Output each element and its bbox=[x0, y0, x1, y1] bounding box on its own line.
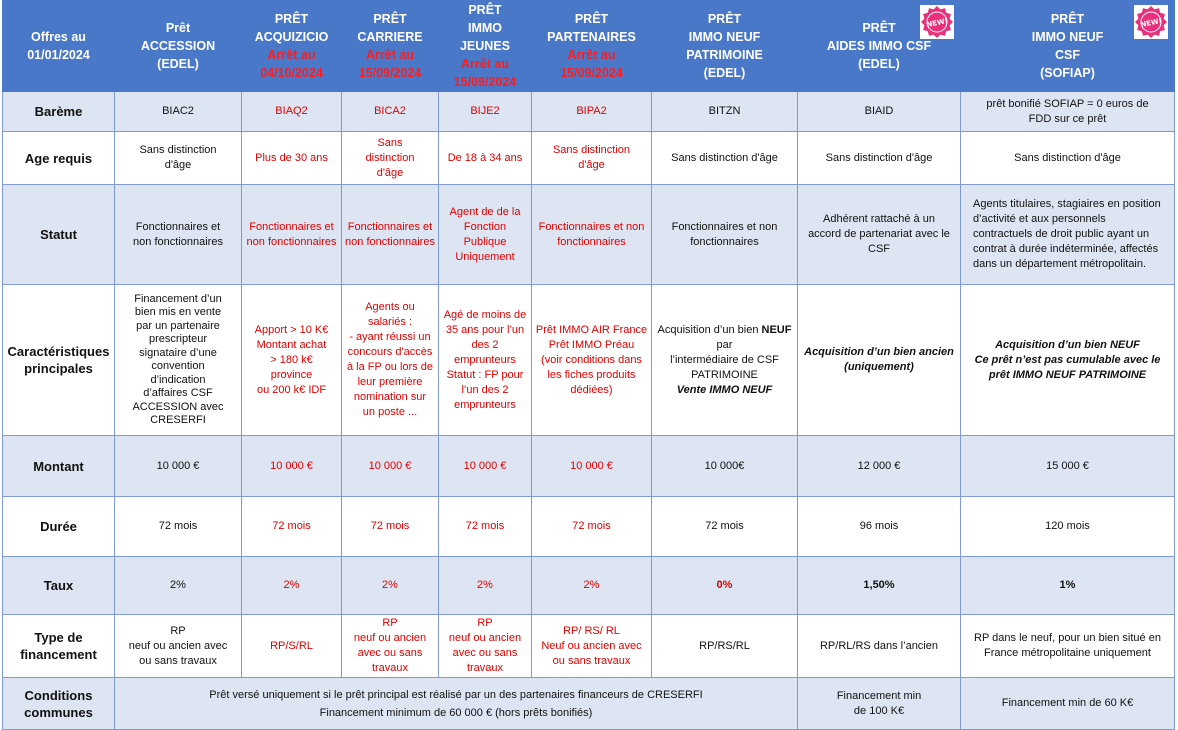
header-line: CSF bbox=[1055, 48, 1080, 62]
cell-line: Financement min bbox=[836, 689, 922, 702]
cell: Sans distinction d'âge bbox=[652, 132, 798, 185]
cell-line: RP bbox=[382, 617, 398, 629]
row-taux bbox=[3, 557, 1175, 615]
stop-date-line: 04/10/2024 bbox=[260, 66, 323, 80]
cell-line: - ayant réussi un bbox=[349, 331, 431, 343]
row-label: Conditions communes bbox=[3, 678, 115, 730]
common-conditions-cell: Prêt versé uniquement si le prêt principal est réalisé par un des partenaires financeurs de CRESERFI Financement minimum de 60 000 € (hors prêts bonifiés) bbox=[115, 678, 798, 730]
header-line: IMMO NEUF bbox=[688, 30, 761, 44]
col-header-acquizicio bbox=[242, 1, 342, 92]
row-statut bbox=[3, 185, 1175, 285]
cell: 1% bbox=[961, 557, 1175, 615]
cell-line: province bbox=[270, 368, 313, 381]
cell: 2% bbox=[115, 557, 242, 615]
header-line: (EDEL) bbox=[157, 57, 199, 71]
cell: 72 mois bbox=[532, 497, 652, 557]
cell: Fonctionnaires et non fonctionnaires bbox=[115, 185, 242, 285]
cell: 0% bbox=[652, 557, 798, 615]
row-bareme bbox=[3, 92, 1175, 132]
cell-line: à la FP ou lors de bbox=[346, 361, 433, 373]
cell-line: avec ou sans bbox=[452, 647, 518, 659]
header-line: ACCESSION bbox=[140, 39, 216, 53]
cell-line: des 2 emprunteurs bbox=[454, 338, 516, 366]
col-header-aides-immo-csf bbox=[798, 1, 961, 92]
header-line: (EDEL) bbox=[703, 66, 746, 80]
cell-line: les fiches produits bbox=[547, 368, 636, 381]
cell bbox=[798, 678, 961, 730]
header-line: PARTENAIRES bbox=[547, 30, 636, 44]
cell: Agent de de la Fonction Publique Uniquement bbox=[439, 185, 532, 285]
cell-line: ou sans travaux bbox=[139, 654, 217, 667]
cell: 12 000 € bbox=[798, 436, 961, 497]
cell: 2% bbox=[242, 557, 342, 615]
cell-line: salariés : bbox=[367, 316, 413, 328]
cell bbox=[439, 285, 532, 436]
cell: 10 000 € bbox=[115, 436, 242, 497]
cell: BITZN bbox=[652, 92, 798, 132]
cell-line: leur première bbox=[357, 376, 423, 388]
cell: Fonctionnaires et non fonctionnaires bbox=[532, 185, 652, 285]
cell bbox=[439, 615, 532, 678]
cell: Sans distinction d'âge bbox=[961, 132, 1175, 185]
cell-line: travaux bbox=[466, 662, 504, 674]
cell-line: Neuf ou ancien avec bbox=[541, 639, 642, 652]
cell-line: ACCESSION avec bbox=[132, 400, 224, 413]
cell bbox=[798, 615, 961, 678]
cell bbox=[961, 285, 1175, 436]
new-badge-icon bbox=[920, 5, 954, 39]
row-age bbox=[3, 132, 1175, 185]
cell: 10 000 € bbox=[242, 436, 342, 497]
cell: BIAID bbox=[798, 92, 961, 132]
cell: 96 mois bbox=[798, 497, 961, 557]
cell-line: > 180 k€ bbox=[270, 353, 313, 366]
cell: Sans distinction d'âge bbox=[798, 132, 961, 185]
cell-line: (uniquement) bbox=[844, 361, 914, 373]
cell-line: convention bbox=[151, 360, 205, 372]
cell-line: ou sans travaux bbox=[552, 654, 631, 667]
header-line: AIDES IMMO CSF bbox=[826, 39, 932, 53]
cell: Acquisition d’un bien NEUF par l’intermédiaire de CSF PATRIMOINE Vente IMMO NEUF bbox=[652, 285, 798, 436]
cell: Agents titulaires, stagiaires en position d’activité et aux personnels contractuels de droit public ayant un contrat à durée indéterminée, affectés dans un département métropolitain. bbox=[961, 185, 1175, 285]
cell: 72 mois bbox=[439, 497, 532, 557]
col-header-immo-jeunes bbox=[439, 1, 532, 92]
stop-date-line: Arrêt au bbox=[461, 57, 509, 71]
cell bbox=[652, 615, 798, 678]
cell: 10 000 € bbox=[439, 436, 532, 497]
col-header-immo-neuf-csf bbox=[961, 1, 1175, 92]
cell: 2% bbox=[439, 557, 532, 615]
cell: BIAQ2 bbox=[242, 92, 342, 132]
cell-line: Apport > 10 K€ bbox=[254, 323, 329, 336]
badge-text: NEW! bbox=[1139, 16, 1163, 30]
cell: Sans distinction d'âge bbox=[532, 132, 652, 185]
cell-line: dédiées) bbox=[570, 383, 613, 396]
col-header-carriere bbox=[342, 1, 439, 92]
col-header-accession bbox=[115, 1, 242, 92]
cell-line: Prêt IMMO AIR France bbox=[535, 323, 648, 336]
loan-offers-table bbox=[2, 0, 1175, 730]
cell bbox=[532, 615, 652, 678]
stop-date-line: 15/09/2024 bbox=[358, 66, 422, 80]
row-montant bbox=[3, 436, 1175, 497]
cell bbox=[115, 285, 242, 436]
cell bbox=[115, 615, 242, 678]
row-label: Age requis bbox=[3, 132, 115, 185]
row-label: Type de financement bbox=[3, 615, 115, 678]
cell-line: Ce prêt n’est pas cumulable avec le bbox=[974, 353, 1161, 366]
cell: 10 000€ bbox=[652, 436, 798, 497]
header-line: PRÊT bbox=[373, 12, 407, 26]
cell bbox=[532, 285, 652, 436]
header-line: CARRIERE bbox=[357, 30, 423, 44]
cell-line: signataire d’une bbox=[139, 346, 217, 359]
stop-date-line: Arrêt au bbox=[366, 48, 414, 62]
cell: BIPA2 bbox=[532, 92, 652, 132]
cell: prêt bonifié SOFIAP = 0 euros de FDD sur ce prêt bbox=[961, 92, 1175, 132]
cell-line: d’affaires CSF bbox=[143, 387, 213, 399]
badge-text: NEW! bbox=[925, 16, 949, 30]
cell-line: d’indication bbox=[150, 373, 206, 386]
cell-line: Montant achat bbox=[256, 338, 327, 351]
cell-line: par un partenaire bbox=[136, 319, 220, 332]
cell: 2% bbox=[532, 557, 652, 615]
cell-line: RP/RL/RS dans l’ancien bbox=[819, 639, 938, 652]
cell-line: concours d'accès bbox=[347, 346, 433, 358]
cell-line: RP dans le neuf, pour un bien situé en bbox=[974, 632, 1161, 644]
header-line: IMMO JEUNES bbox=[459, 21, 511, 53]
header-line: PRÊT bbox=[574, 12, 609, 26]
row-label: Barème bbox=[3, 92, 115, 132]
cell: 72 mois bbox=[115, 497, 242, 557]
cell: Fonctionnaires et non fonctionnaires bbox=[242, 185, 342, 285]
cell: 15 000 € bbox=[961, 436, 1175, 497]
cell-line: Financement d’un bbox=[134, 292, 222, 305]
cell-line: RP/RS/RL bbox=[699, 639, 750, 652]
cell: 120 mois bbox=[961, 497, 1175, 557]
cell-line: Prêt IMMO Préau bbox=[548, 338, 635, 351]
cell-line: Agents ou bbox=[365, 301, 415, 313]
cell-line: neuf ou ancien bbox=[353, 632, 427, 644]
cell-line: neuf ou ancien avec bbox=[128, 639, 228, 652]
cell-line: 35 ans pour l’un bbox=[445, 323, 525, 336]
cell-line: neuf ou ancien bbox=[448, 632, 522, 644]
cell-line: RP/S/RL bbox=[270, 639, 313, 652]
cell-line: avec ou sans bbox=[357, 647, 423, 659]
cell-line: Acquisition d’un bien ancien bbox=[804, 346, 954, 358]
row-label: Durée bbox=[3, 497, 115, 557]
header-line: PRÊT bbox=[1050, 12, 1085, 26]
cell bbox=[342, 615, 439, 678]
cell: 2% bbox=[342, 557, 439, 615]
row-label: Montant bbox=[3, 436, 115, 497]
row-type-financement bbox=[3, 615, 1175, 678]
cell-line: Agé de moins de bbox=[443, 308, 527, 321]
header-line: IMMO NEUF bbox=[1031, 30, 1104, 44]
cell: BICA2 bbox=[342, 92, 439, 132]
cell-line: RP bbox=[170, 624, 186, 637]
header-line: ACQUIZICIO bbox=[254, 30, 329, 44]
new-badge-icon bbox=[1134, 5, 1168, 39]
header-line: PRÊT bbox=[707, 12, 742, 26]
cell: De 18 à 34 ans bbox=[439, 132, 532, 185]
cell-line: (voir conditions dans bbox=[541, 353, 642, 366]
header-line: PRÊT bbox=[862, 21, 896, 35]
stop-date-line: 15/09/2024 bbox=[453, 75, 517, 89]
cell bbox=[242, 285, 342, 436]
cell-line: un poste ... bbox=[362, 406, 418, 418]
cell: Adhérent rattaché à un accord de partenariat avec le CSF bbox=[798, 185, 961, 285]
cell: 10 000 € bbox=[532, 436, 652, 497]
cell-line: ou 200 k€ IDF bbox=[256, 383, 327, 396]
row-duree bbox=[3, 497, 1175, 557]
cell: 72 mois bbox=[242, 497, 342, 557]
cell: 1,50% bbox=[798, 557, 961, 615]
cell-line: Acquisition d’un bien NEUF bbox=[995, 338, 1140, 351]
cell: BIJE2 bbox=[439, 92, 532, 132]
stop-date-line: 15/09/2024 bbox=[560, 66, 623, 80]
header-line: (SOFIAP) bbox=[1040, 66, 1095, 80]
cell bbox=[242, 615, 342, 678]
cell: Plus de 30 ans bbox=[242, 132, 342, 185]
cell: Financement min de 60 K€ bbox=[961, 678, 1175, 730]
cell: Sans distinction d'âge bbox=[342, 132, 439, 185]
col-header-partenaires bbox=[532, 1, 652, 92]
header-line: (EDEL) bbox=[858, 57, 900, 71]
stop-date-line: Arrêt au bbox=[567, 48, 616, 62]
row-label: Taux bbox=[3, 557, 115, 615]
header-line: PRÊT bbox=[274, 12, 309, 26]
cell: Fonctionnaires et non fonctionnaires bbox=[652, 185, 798, 285]
cell bbox=[961, 615, 1175, 678]
header-line: Prêt bbox=[165, 21, 191, 35]
header-line: PRÊT bbox=[468, 3, 502, 17]
cell: 10 000 € bbox=[342, 436, 439, 497]
cell: BIAC2 bbox=[115, 92, 242, 132]
cell bbox=[342, 285, 439, 436]
cell-line: France métropolitaine uniquement bbox=[984, 647, 1151, 659]
cell bbox=[798, 285, 961, 436]
cell-line: RP bbox=[477, 617, 493, 629]
cell-line: emprunteurs bbox=[454, 398, 516, 411]
offers-date-header: Offres au 01/01/2024 bbox=[3, 1, 115, 92]
row-label: Caractéristiques principales bbox=[3, 285, 115, 436]
row-caracteristiques bbox=[3, 285, 1175, 436]
cell-line: CRESERFI bbox=[150, 414, 206, 426]
cell-line: Statut : FP pour bbox=[446, 368, 524, 381]
cell-line: RP/ RS/ RL bbox=[563, 624, 620, 637]
cell: 72 mois bbox=[652, 497, 798, 557]
cell-line: bien mis en vente bbox=[134, 306, 222, 318]
cell: 72 mois bbox=[342, 497, 439, 557]
cell-line: l’un des 2 bbox=[461, 383, 509, 396]
cell: Fonctionnaires et non fonctionnaires bbox=[342, 185, 439, 285]
cell-line: travaux bbox=[371, 662, 409, 674]
cell-line: nomination sur bbox=[353, 391, 427, 403]
stop-date-line: Arrêt au bbox=[267, 48, 316, 62]
col-header-immo-neuf-patrimoine bbox=[652, 1, 798, 92]
cell-line: de 100 K€ bbox=[853, 704, 905, 717]
cell-line: prescripteur bbox=[148, 333, 208, 345]
header-line: PATRIMOINE bbox=[686, 48, 763, 62]
row-conditions bbox=[3, 678, 1175, 730]
row-label: Statut bbox=[3, 185, 115, 285]
cell: Sans distinction d'âge bbox=[115, 132, 242, 185]
cell-line: prêt IMMO NEUF PATRIMOINE bbox=[988, 368, 1147, 381]
